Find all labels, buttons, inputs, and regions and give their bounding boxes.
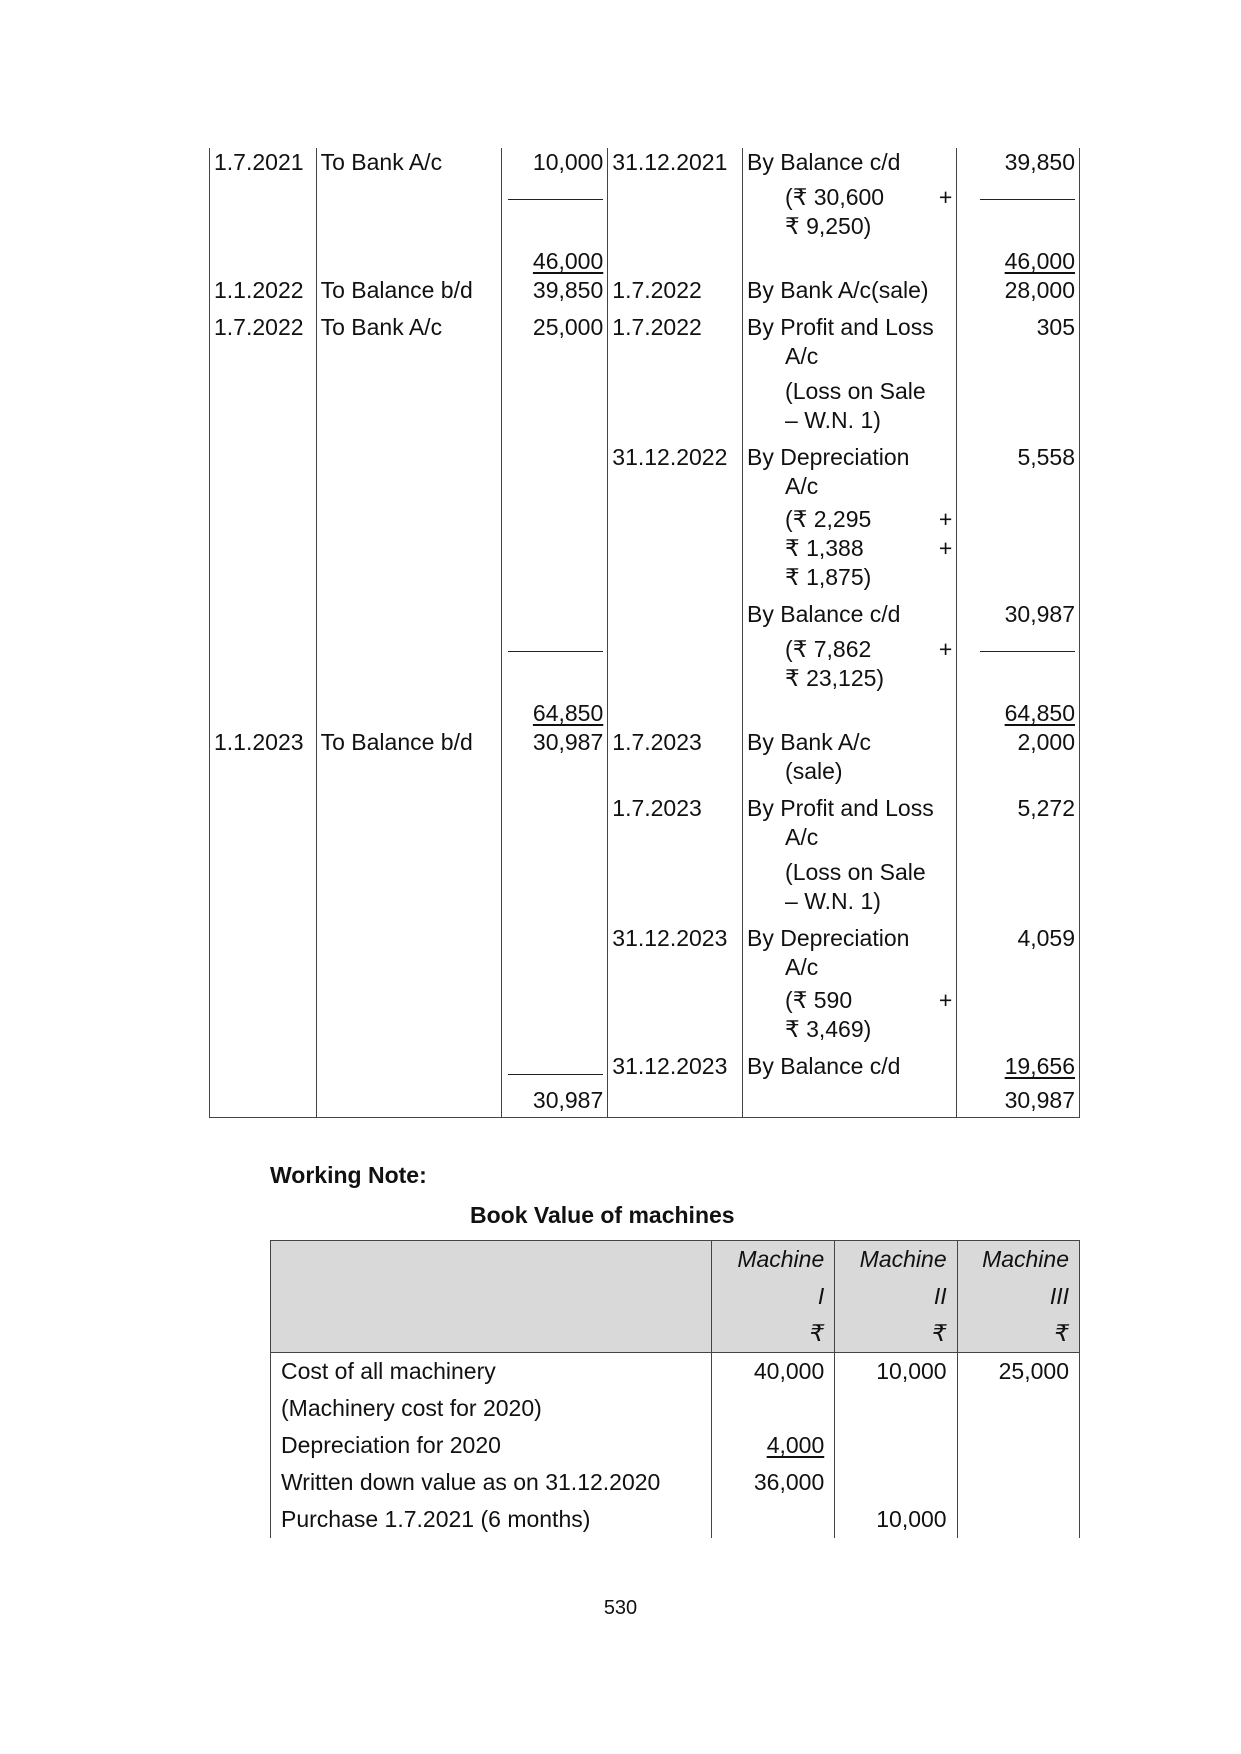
book-value-table [270, 1240, 1080, 1538]
dr-particulars: To Bank A/c [316, 313, 501, 435]
cr-amount: 5,272 [957, 794, 1080, 916]
machine-3-value [957, 1427, 1079, 1464]
plus-sign: + [938, 535, 953, 561]
machine-1-value [711, 1390, 834, 1427]
dr-amount: 39,850 [501, 276, 608, 305]
cr-particulars-cont: A/c [785, 343, 819, 369]
header-row [271, 1278, 1080, 1315]
cr-particulars: By Depreciation [747, 925, 910, 951]
calc-line: ₹ 3,469) [785, 1016, 872, 1042]
header-row [271, 1241, 1080, 1279]
ledger-row [210, 794, 1080, 916]
table-row [271, 1427, 1080, 1464]
machinery-ledger-table [209, 148, 1080, 1118]
cr-date: 31.12.2023 [608, 924, 743, 1044]
ledger-row [210, 924, 1080, 1044]
cr-particulars: By Balance c/d [743, 148, 957, 177]
plus-sign: + [938, 506, 953, 532]
cr-amount: 19,656 [1004, 1053, 1075, 1079]
ledger-row [210, 148, 1080, 177]
row-label: Written down value as on 31.12.2020 [271, 1464, 712, 1501]
machine-3-value: 25,000 [957, 1353, 1079, 1391]
cr-date: 31.12.2023 [608, 1052, 743, 1082]
machine-3-value [957, 1501, 1079, 1538]
machine-1-value: 4,000 [766, 1432, 825, 1458]
table-row [271, 1353, 1080, 1391]
cr-amount: 30,987 [957, 600, 1080, 629]
machine-2-value: 10,000 [835, 1353, 957, 1391]
header-machine-2-num: II [835, 1278, 957, 1315]
calc-line: ₹ 9,250) [785, 213, 872, 239]
calc-line: (₹ 30,600 [785, 184, 885, 210]
calc-line: ₹ 23,125) [785, 665, 885, 691]
cr-note: (Loss on Sale [785, 378, 926, 404]
cr-note: – W.N. 1) [785, 888, 881, 914]
cr-total: 64,850 [1004, 700, 1075, 726]
header-row [271, 1315, 1080, 1353]
calc-line: ₹ 1,875) [785, 564, 872, 590]
ledger-row [210, 600, 1080, 629]
cr-total: 30,987 [957, 1082, 1080, 1118]
machine-2-value [835, 1464, 957, 1501]
dr-total: 46,000 [532, 248, 604, 274]
table-row [271, 1390, 1080, 1427]
total-rule [508, 629, 603, 652]
total-rule [980, 629, 1075, 652]
dr-total: 30,987 [501, 1082, 608, 1118]
ledger-row [210, 629, 1080, 693]
header-blank [271, 1241, 712, 1279]
cr-date: 31.12.2022 [608, 443, 743, 592]
cr-amount: 28,000 [957, 276, 1080, 305]
total-rule [980, 177, 1075, 200]
total-rule [508, 177, 603, 200]
table-row [271, 1464, 1080, 1501]
machine-1-value: 40,000 [711, 1353, 834, 1391]
plus-sign: + [938, 636, 953, 662]
dr-date: 1.7.2022 [210, 313, 317, 435]
machine-3-value [957, 1390, 1079, 1427]
machine-1-value [711, 1501, 834, 1538]
cr-particulars: By Bank A/c [747, 729, 872, 755]
cr-date: 1.7.2022 [608, 276, 743, 305]
row-label: (Machinery cost for 2020) [271, 1390, 712, 1427]
cr-date: 1.7.2023 [608, 794, 743, 916]
calc-line: (₹ 7,862 [785, 636, 872, 662]
dr-date: 1.1.2023 [210, 728, 317, 786]
rupee-symbol: ₹ [957, 1315, 1079, 1353]
ledger-row [210, 313, 1080, 435]
page-number: 530 [603, 1597, 638, 1619]
cr-particulars-cont: (sale) [785, 758, 843, 784]
ledger-row [210, 1052, 1080, 1082]
machine-2-value [835, 1390, 957, 1427]
machine-1-value: 36,000 [711, 1464, 834, 1501]
rupee-symbol: ₹ [835, 1315, 957, 1353]
machine-2-value [835, 1427, 957, 1464]
dr-total: 64,850 [532, 700, 604, 726]
dr-amount: 25,000 [501, 313, 608, 435]
cr-amount: 39,850 [957, 148, 1080, 177]
cr-particulars: By Balance c/d [743, 600, 957, 629]
ledger-total-row [210, 693, 1080, 728]
table-row [271, 1501, 1080, 1538]
cr-date: 1.7.2023 [608, 728, 743, 786]
header-machine-1-num: I [711, 1278, 834, 1315]
cr-date: 1.7.2022 [608, 313, 743, 435]
cr-particulars-cont: A/c [785, 824, 819, 850]
ledger-row [210, 276, 1080, 305]
row-label: Cost of all machinery [271, 1353, 712, 1391]
ledger-total-row [210, 1082, 1080, 1118]
dr-amount: 10,000 [501, 148, 608, 177]
cr-amount: 5,558 [957, 443, 1080, 592]
book-value-title: Book Value of machines [470, 1202, 735, 1228]
cr-particulars: By Profit and Loss [747, 314, 934, 340]
cr-particulars: By Balance c/d [743, 1052, 957, 1082]
row-label: Purchase 1.7.2021 (6 months) [271, 1501, 712, 1538]
cr-particulars-cont: A/c [785, 954, 819, 980]
ledger-total-row [210, 241, 1080, 276]
rupee-symbol: ₹ [711, 1315, 834, 1353]
cr-note: – W.N. 1) [785, 407, 881, 433]
ledger-row [210, 177, 1080, 241]
cr-amount: 305 [957, 313, 1080, 435]
cr-total: 46,000 [1004, 248, 1075, 274]
dr-particulars: To Balance b/d [316, 276, 501, 305]
dr-date: 1.1.2022 [210, 276, 317, 305]
header-machine-3-num: III [957, 1278, 1079, 1315]
plus-sign: + [938, 184, 953, 210]
cr-particulars: By Depreciation [747, 444, 910, 470]
header-machine-2: Machine [835, 1241, 957, 1279]
dr-particulars: To Bank A/c [316, 148, 501, 177]
ledger-row [210, 443, 1080, 592]
machine-3-value [957, 1464, 1079, 1501]
header-machine-3: Machine [957, 1241, 1079, 1279]
working-note-heading: Working Note: [270, 1162, 427, 1188]
machine-2-value: 10,000 [835, 1501, 957, 1538]
cr-particulars: By Profit and Loss [747, 795, 934, 821]
cr-particulars: By Bank A/c(sale) [743, 276, 957, 305]
dr-date: 1.7.2021 [210, 148, 317, 177]
calc-line: (₹ 2,295 [785, 506, 872, 532]
row-label: Depreciation for 2020 [271, 1427, 712, 1464]
total-rule [508, 1052, 603, 1075]
cr-note: (Loss on Sale [785, 859, 926, 885]
calc-line: (₹ 590 [785, 987, 853, 1013]
plus-sign: + [938, 987, 953, 1013]
header-machine-1: Machine [711, 1241, 834, 1279]
cr-amount: 4,059 [957, 924, 1080, 1044]
ledger-row [210, 728, 1080, 786]
cr-date: 31.12.2021 [608, 148, 743, 177]
dr-amount: 30,987 [501, 728, 608, 786]
cr-particulars-cont: A/c [785, 473, 819, 499]
dr-particulars: To Balance b/d [316, 728, 501, 786]
calc-line: ₹ 1,388 [785, 535, 864, 561]
cr-amount: 2,000 [957, 728, 1080, 786]
